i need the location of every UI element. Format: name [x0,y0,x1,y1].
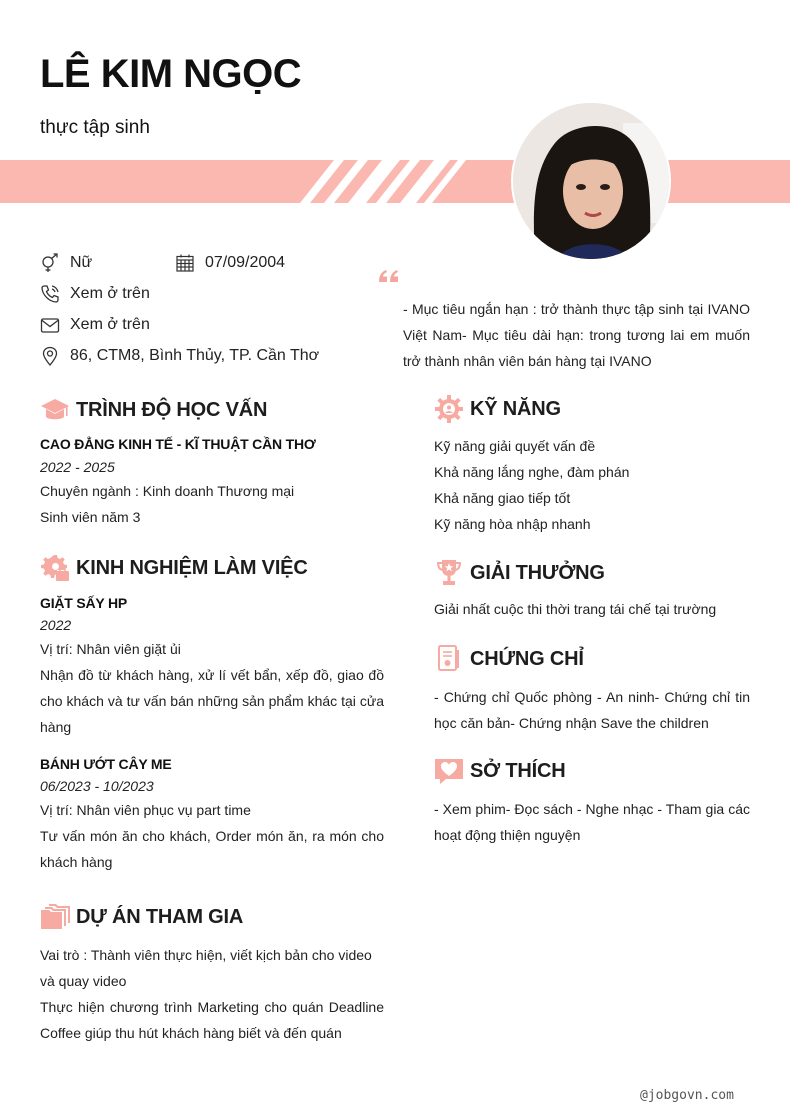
job-description: Nhận đồ từ khách hàng, xử lí vết bẩn, xếp đồ, giao đồ cho khách và tư vấn bán những sản phẩm khác tại cửa hàng [40,667,384,735]
candidate-name: LÊ KIM NGỌC [40,52,302,96]
experience-heading-row [40,553,384,583]
job-company: BÁNH ƯỚT CÂY ME [40,756,172,772]
phone-icon [40,284,60,304]
projects-heading-row [40,902,384,932]
awards-section [434,558,750,622]
education-year: Sinh viên năm 3 [40,509,141,525]
career-objective: - Mục tiêu ngắn hạn : trở thành thực tập sinh tại IVANO Việt Nam- Mục tiêu dài hạn: trong tương lai em muốn trở thành nhân viên bán hàng tại IVANO [403,301,750,369]
band-stripes [300,160,470,203]
job-company: GIẶT SẤY HP [40,595,128,611]
gender-icon [40,253,60,273]
email-row [40,314,319,336]
school-name: CAO ĐẲNG KINH TẾ - KĨ THUẬT CẦN THƠ [40,436,316,452]
phone-value: Xem ở trên [70,285,150,302]
email-icon [40,315,60,335]
education-heading: TRÌNH ĐỘ HỌC VẤN [76,398,268,421]
calendar-icon [175,253,195,273]
header-band [0,160,790,203]
education-major: Chuyên ngành : Kinh doanh Thương mại [40,483,295,499]
experience-heading: KINH NGHIỆM LÀM VIỆC [76,556,308,579]
certificates-text: - Chứng chỉ Quốc phòng - An ninh- Chứng chỉ tin học căn bản- Chứng nhận Save the children [434,689,750,731]
projects-heading: DỰ ÁN THAM GIA [76,905,244,928]
skills-section [434,394,750,537]
trophy-icon [434,558,464,588]
phone-row [40,283,319,305]
job-title: thực tập sinh [40,117,150,138]
certificate-icon [434,644,464,674]
skills-list [434,433,750,537]
certificates-heading-row [434,644,750,674]
watermark: @jobgovn.com [640,1088,734,1103]
address-value: 86, CTM8, Bình Thủy, TP. Cần Thơ [70,347,320,364]
certificates-heading: CHỨNG CHỈ [470,647,584,670]
folders-icon [40,902,70,932]
gender-value: Nữ [70,254,93,271]
skills-heading-row [434,394,750,424]
location-pin-icon [40,346,60,366]
job-period: 06/2023 - 10/2023 [40,778,154,794]
list-item: Khả năng giao tiếp tốt [434,490,571,506]
graduation-cap-icon [40,395,70,425]
list-item: Kỹ năng hòa nhập nhanh [434,516,591,532]
gear-briefcase-icon [40,553,70,583]
list-item: Khả năng lắng nghe, đàm phán [434,464,630,480]
birthdate-value: 07/09/2004 [205,254,286,271]
heart-message-icon [434,756,464,786]
education-section [40,395,384,530]
job-position: Vị trí: Nhân viên giặt ủi [40,641,181,657]
experience-section [40,553,384,875]
hobbies-heading-row [434,756,750,786]
certificates-section [434,644,750,736]
skill-gear-icon [434,394,464,424]
birthdate-row [175,252,285,274]
hobbies-section [434,756,750,848]
job-period: 2022 [40,617,72,633]
awards-heading: GIẢI THƯỞNG [470,561,605,584]
project-description: Thực hiện chương trình Marketing cho quán Deadline Coffee giúp thu hút khách hàng biết và đến quán [40,999,384,1041]
list-item: Kỹ năng giải quyết vấn đề [434,438,596,454]
quote-icon [377,260,401,286]
address-row [40,345,319,367]
hobbies-heading: SỞ THÍCH [470,759,566,782]
education-heading-row [40,395,384,425]
job-description: Tư vấn món ăn cho khách, Order món ăn, ra món cho khách hàng [40,828,384,870]
hobbies-text: - Xem phim- Đọc sách - Nghe nhạc - Tham gia các hoạt động thiện nguyện [434,801,750,843]
email-value: Xem ở trên [70,316,150,333]
job-position: Vị trí: Nhân viên phục vụ part time [40,802,251,818]
skills-heading: KỸ NĂNG [470,397,561,420]
award-text: Giải nhất cuộc thi thời trang tái chế tại trường [434,601,717,617]
awards-heading-row [434,558,750,588]
education-period: 2022 - 2025 [40,459,115,475]
projects-section [40,902,384,1046]
avatar [511,101,671,261]
project-role: Vai trò : Thành viên thực hiện, viết kịch bản cho video và quay video [40,947,372,989]
